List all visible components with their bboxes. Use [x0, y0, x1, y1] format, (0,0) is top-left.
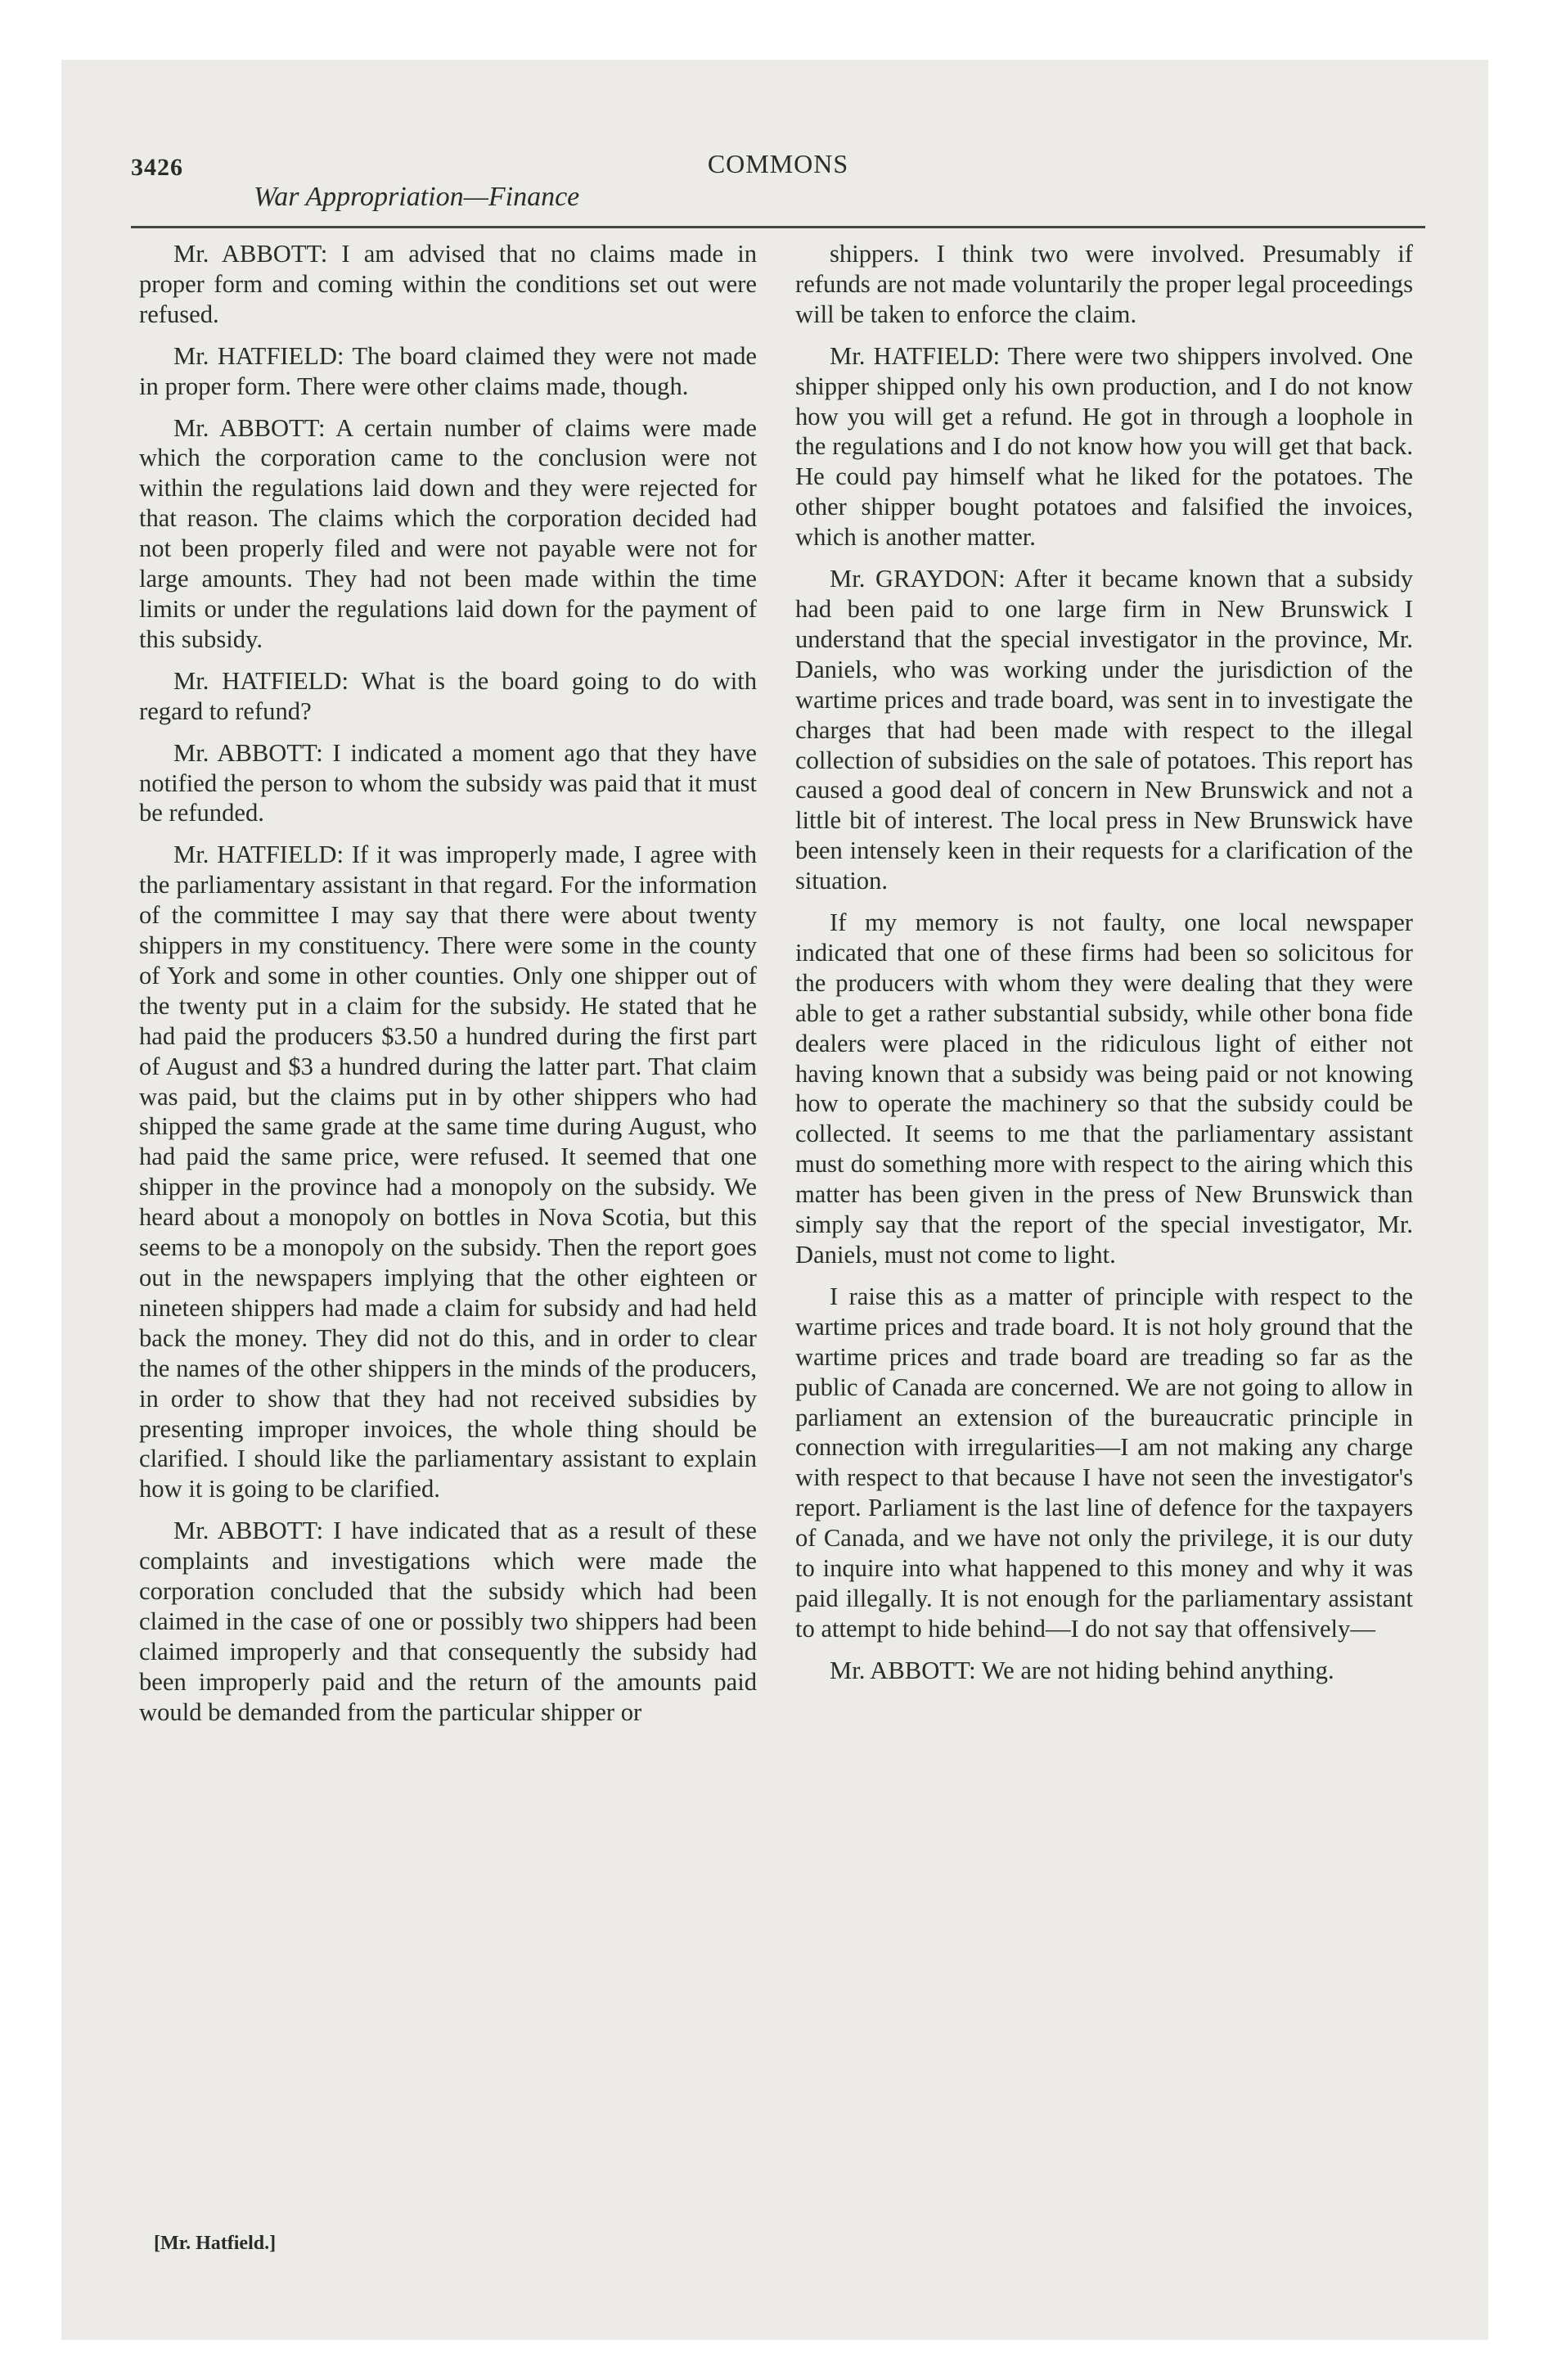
- paragraph: Mr. HATFIELD: The board claimed they were not made in proper form. There were other claims made, though.: [139, 341, 757, 400]
- paragraph: If my memory is not faulty, one local newspaper indicated that one of these firms had been so solicitous for the producers with whom they were dealing that they were able to get a rather substantial subsidy, while other bona fide dealers were placed in the ridiculous light of either not having known that a subsidy was being paid or not knowing how to operate the machinery so that the subsidy could be collected. It seems to me that the parliamentary assistant must do something more with respect to the airing which this matter has been given in the press of New Brunswick than simply say that the report of the special investigator, Mr. Daniels, must not come to light.: [795, 908, 1413, 1269]
- paragraph: Mr. ABBOTT: I am advised that no claims made in proper form and coming within the conditions set out were refused.: [139, 240, 757, 328]
- paragraph: shippers. I think two were involved. Presumably if refunds are not made voluntarily the proper legal proceedings will be taken to enforce the claim.: [795, 240, 1413, 328]
- hansard-page: [131, 131, 1425, 2324]
- header-rule: [131, 226, 1425, 228]
- section-title: War Appropriation—Finance: [254, 182, 580, 212]
- paragraph: Mr. GRAYDON: After it became known that a subsidy had been paid to one large firm in New Brunswick I understand that the special investigator in the province, Mr. Daniels, who was working under the jurisdiction of the wartime prices and trade board, was sent in to investigate the charges that had been made with respect to the illegal collection of subsidies on the sale of potatoes. This report has caused a good deal of concern in New Brunswick and not a little bit of interest. The local press in New Brunswick have been intensely keen in their requests for a clarification of the situation.: [795, 565, 1413, 895]
- paragraph: Mr. ABBOTT: We are not hiding behind anything.: [830, 1656, 1334, 1684]
- paragraph: Mr. ABBOTT: I have indicated that as a result of these complaints and investigations which were made the corporation concluded that the subsidy which had been claimed in the case of one or possibly two shippers had been claimed improperly and that consequently the subsidy had been improperly paid and the return of the amounts paid would be demanded from the particular shipper or: [139, 1517, 757, 1726]
- paragraph: Mr. ABBOTT: I indicated a moment ago that they have notified the person to whom the subsidy was paid that it must be refunded.: [139, 738, 757, 827]
- paragraph: Mr. HATFIELD: There were two shippers involved. One shipper shipped only his own production, and I do not know how you will get a refund. He got in through a loophole in the regulations and I do not know how you will get that back. He could pay himself what he liked for the potatoes. The other shipper bought potatoes and falsified the invoices, which is another matter.: [795, 341, 1413, 552]
- journal-title: COMMONS: [707, 149, 849, 178]
- paragraph: Mr. ABBOTT: A certain number of claims were made which the corporation came to the conclusion were not within the regulations laid down and they were rejected for that reason. The claims which the corporation decided had not been properly filed and were not payable were not for large amounts. They had not been made within the time limits or under the regulations laid down for the payment of this subsidy.: [139, 413, 757, 653]
- right-column: [795, 239, 1413, 1697]
- left-column: [139, 239, 757, 1739]
- page-number: 3426: [131, 154, 183, 181]
- speaker-reference: [Mr. Hatfield.]: [154, 2233, 277, 2254]
- paragraph: Mr. HATFIELD: What is the board going to do with regard to refund?: [139, 666, 757, 725]
- paragraph: Mr. HATFIELD: If it was improperly made, I agree with the parliamentary assistant in that regard. For the information of the committee I may say that there were about twenty shippers in my constituency. There were some in the county of York and some in other counties. Only one shipper out of the twenty put in a claim for the subsidy. He stated that he had paid the producers $3.50 a hundred during the first part of August and $3 a hundred during the latter part. That claim was paid, but the claims put in by other shippers who had shipped the same grade at the same time during August, who had paid the same price, were refused. It seemed that one shipper in the province had a monopoly on the subsidy. We heard about a monopoly on bottles in Nova Scotia, but this seems to be a monopoly on the subsidy. Then the report goes out in the newspapers implying that the other eighteen or nineteen shippers had made a claim for subsidy and had held back the money. They did not do this, and in order to clear the names of the other shippers in the minds of the producers, in order to show that they had not received subsidies by presenting improper invoices, the whole thing should be clarified. I should like the parliamentary assistant to explain how it is going to be clarified.: [139, 841, 757, 1503]
- paragraph: I raise this as a matter of principle with respect to the wartime prices and trade board. It is not holy ground that the wartime prices and trade board are treading so far as the public of Canada are concerned. We are not going to allow in parliament an extension of the bureaucratic principle in connection with irregularities—I am not making any charge with respect to that because I have not seen the investigator's report. Parliament is the last line of defence for the taxpayers of Canada, and we have not only the privilege, it is our duty to inquire into what happened to this money and why it was paid illegally. It is not enough for the parliamentary assistant to attempt to hide behind—I do not say that offensively—: [795, 1282, 1413, 1643]
